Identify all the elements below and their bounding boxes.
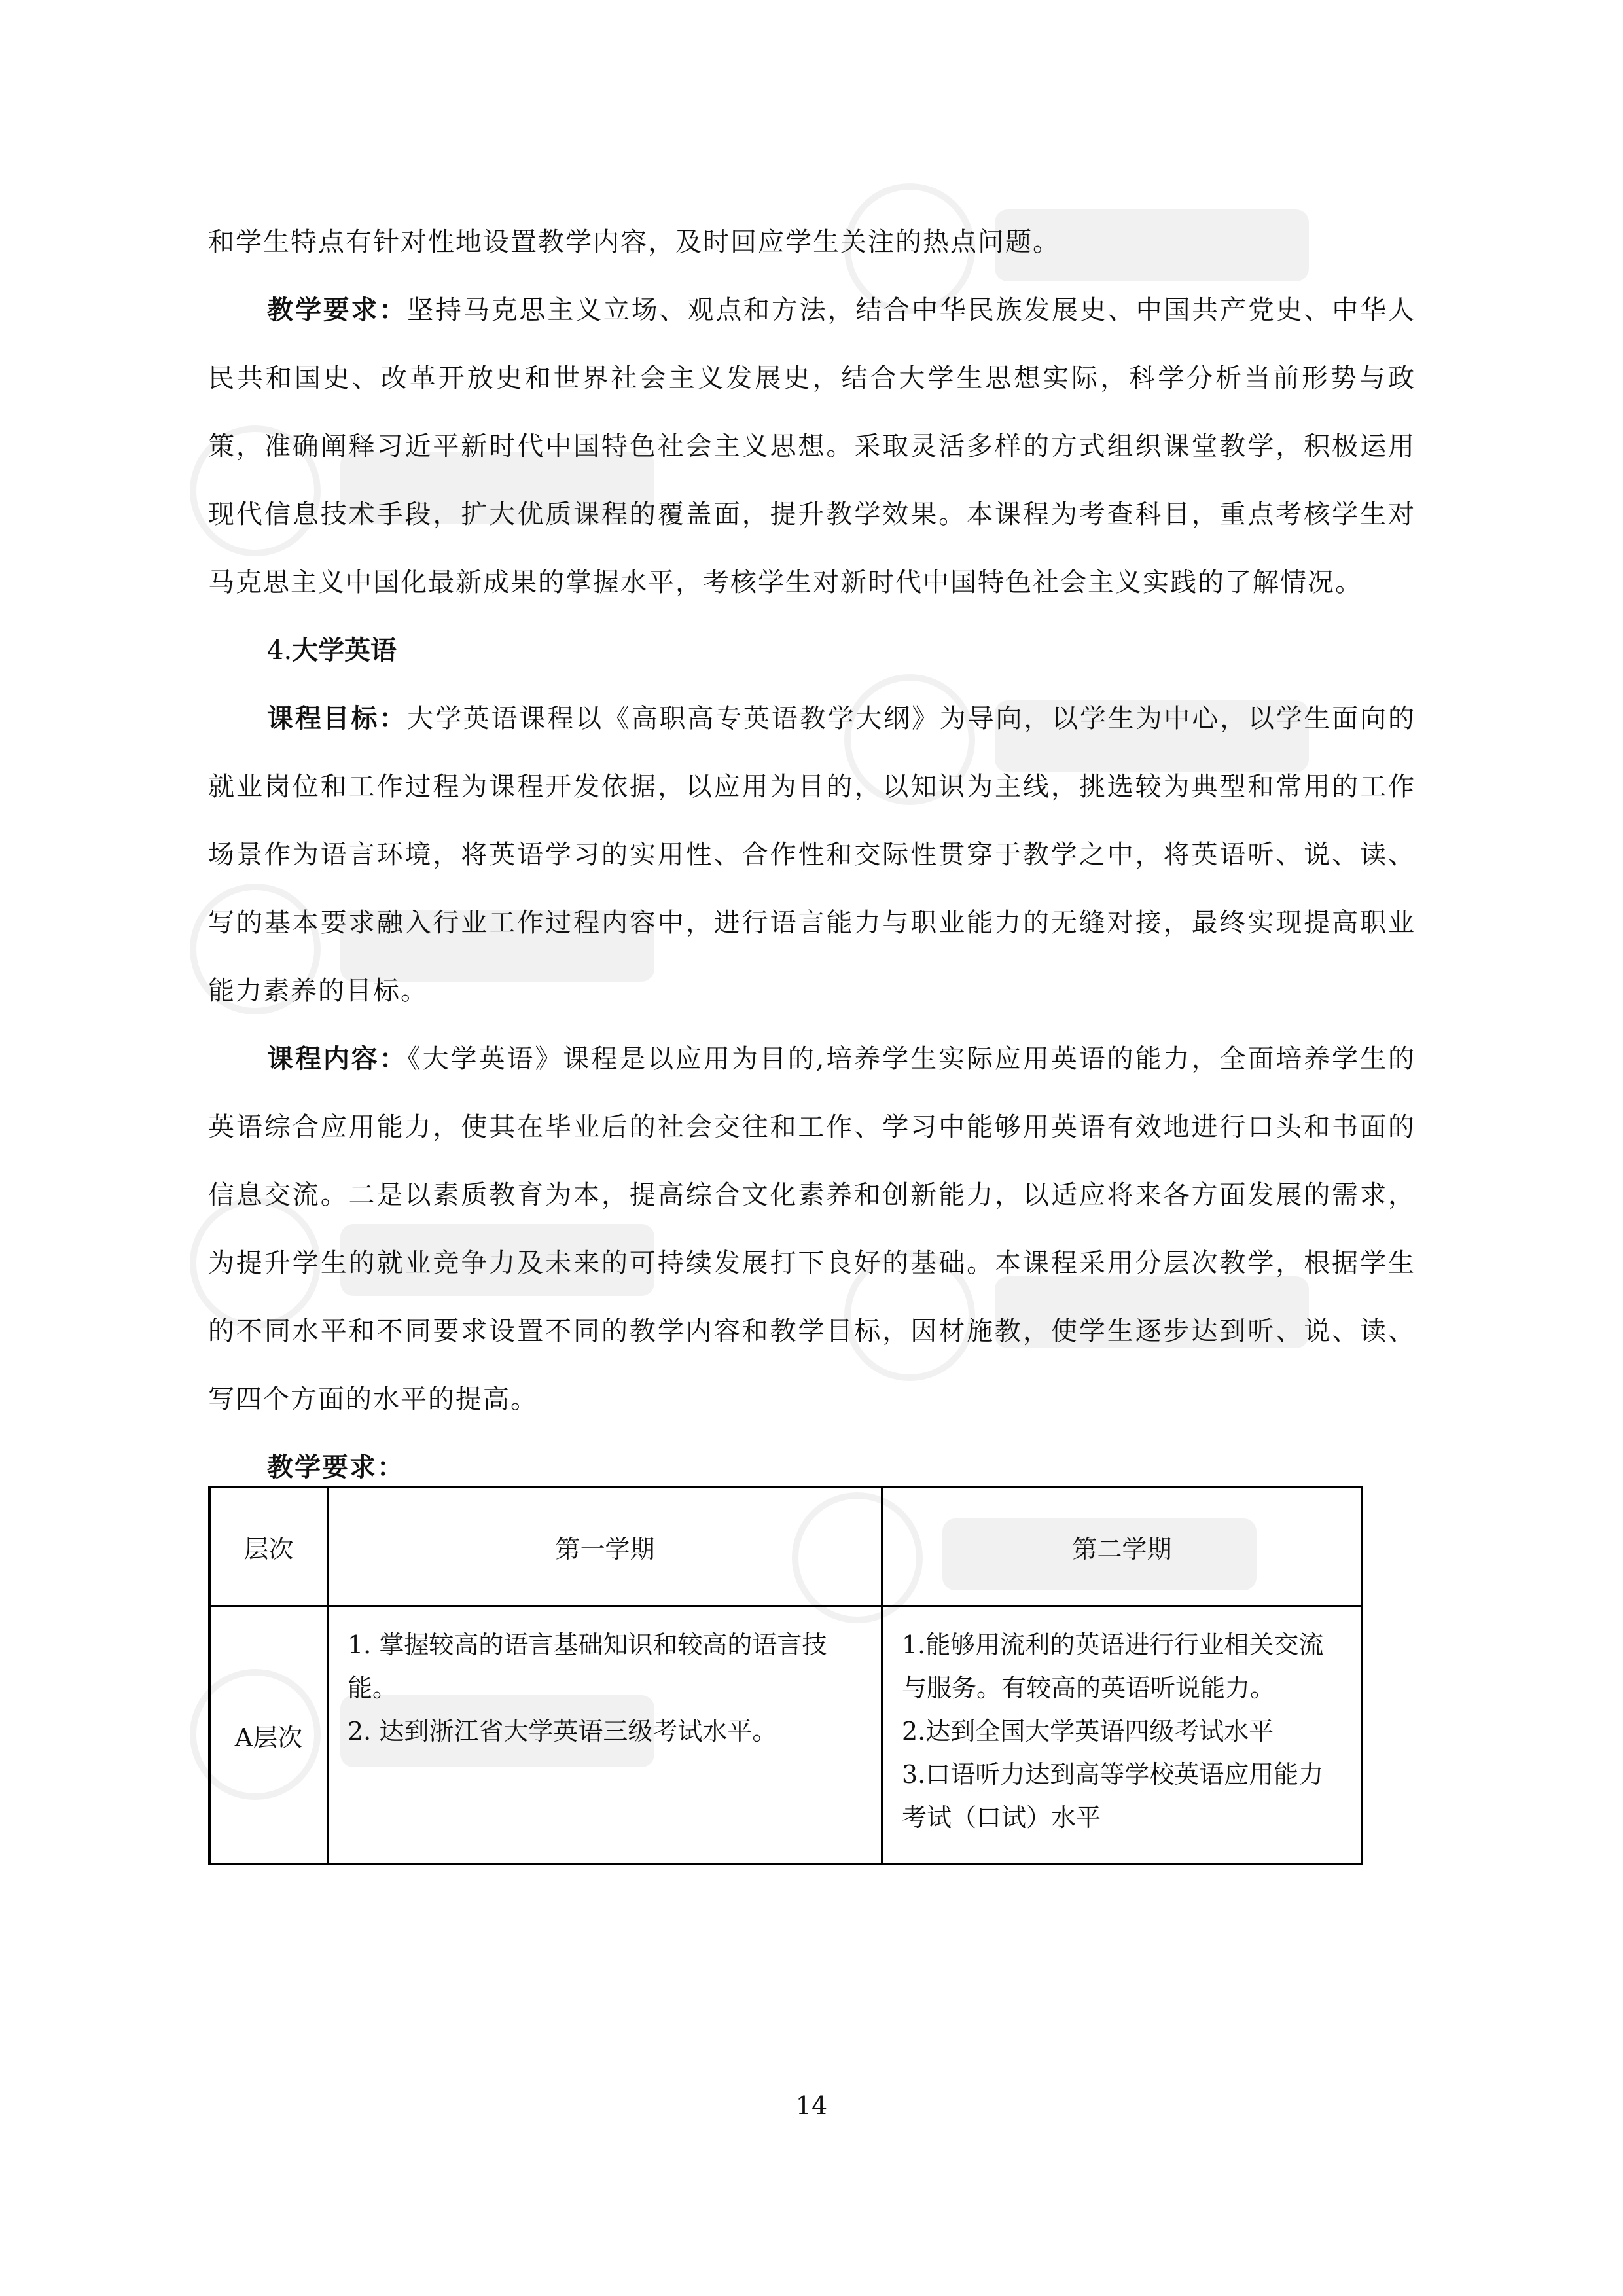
list-item: 2.达到全国大学英语四级考试水平 (902, 1717, 1274, 1746)
paragraph-continuation: 和学生特点有针对性地设置教学内容，及时回应学生关注的热点问题。 (208, 227, 1060, 257)
table-cell-term2 (882, 1606, 1362, 1864)
table-header-row (209, 1487, 1362, 1606)
teaching-requirements-label-2: 教学要求： (267, 1452, 404, 1482)
section-heading (208, 617, 1416, 685)
body-text (208, 208, 1416, 1501)
table-cell-term1 (328, 1606, 882, 1864)
section-number: 4. (267, 636, 293, 666)
list-item: 1.能够用流利的英语进行行业相关交流与服务。有较高的英语听说能力。 (902, 1630, 1324, 1702)
table-cell-level: A层次 (209, 1606, 328, 1864)
section-title: 大学英语 (292, 635, 397, 666)
table-header-term1: 第一学期 (328, 1487, 882, 1606)
page-number: 14 (795, 2091, 828, 2120)
course-content-text: 《大学英语》课程是以应用为目的,培养学生实际应用英语的能力，全面培养学生的英语综合应用能力，使其在毕业后的社会交往和工作、学习中能够用英语有效地进行口头和书面的信息交流。二是以素质教育为本，提高综合文化素养和创新能力，以适应将来各方面发展的需求，为提升学生的就业竞争力及未来的可持续发展打下良好的基础。本课程采用分层次教学，根据学生的不同水平和不同要求设置不同的教学内容和教学目标，因材施教，使学生逐步达到听、说、读、写四个方面的水平的提高。 (208, 1044, 1416, 1414)
teaching-requirements-text: 坚持马克思主义立场、观点和方法，结合中华民族发展史、中国共产党史、中华人民共和国史、改革开放史和世界社会主义发展史，结合大学生思想实际，科学分析当前形势与政策，准确阐释习近平新时代中国特色社会主义思想。采取灵活多样的方式组织课堂教学，积极运用现代信息技术手段，扩大优质课程的覆盖面，提升教学效果。本课程为考查科目，重点考核学生对马克思主义中国化最新成果的掌握水平，考核学生对新时代中国特色社会主义实践的了解情况。 (208, 295, 1416, 598)
teaching-requirements-paragraph (208, 276, 1416, 617)
course-content-label: 课程内容： (267, 1043, 408, 1074)
course-objective-paragraph (208, 685, 1416, 1025)
course-objective-text: 大学英语课程以《高职高专英语教学大纲》为导向，以学生为中心，以学生面向的就业岗位和工作过程为课程开发依据，以应用为目的，以知识为主线，挑选较为典型和常用的工作场景作为语言环境，将英语学习的实用性、合作性和交际性贯穿于教学之中，将英语听、说、读、写的基本要求融入行业工作过程内容中，进行语言能力与职业能力的无缝对接，最终实现提高职业能力素养的目标。 (208, 704, 1416, 1006)
table-row (209, 1606, 1362, 1864)
list-item: 3.口语听力达到高等学校英语应用能力考试（口试）水平 (902, 1760, 1324, 1832)
teaching-requirements-label: 教学要求： (267, 295, 408, 325)
course-content-paragraph (208, 1025, 1416, 1433)
list-item: 2. 达到浙江省大学英语三级考试水平。 (348, 1717, 777, 1746)
requirements-table (208, 1486, 1363, 1865)
table-header-term2: 第二学期 (882, 1487, 1362, 1606)
list-item: 1. 掌握较高的语言基础知识和较高的语言技能。 (348, 1630, 827, 1702)
course-objective-label: 课程目标： (267, 703, 408, 734)
table-header-level: 层次 (209, 1487, 328, 1606)
